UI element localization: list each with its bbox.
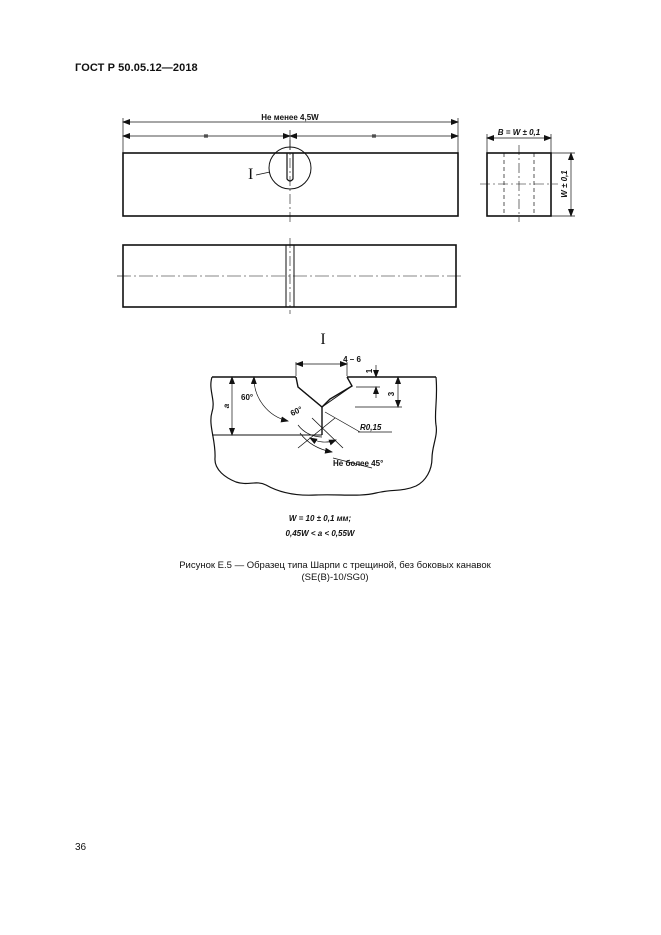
angle-60-left-label: 60°: [241, 393, 254, 402]
front-view: [123, 118, 458, 222]
depth-3-label: 3: [387, 391, 396, 397]
note-line-2: 0,45W < a < 0,55W: [285, 529, 355, 538]
depth-1-label: 1: [365, 368, 374, 374]
radius-label: R0,15: [360, 423, 382, 432]
figure-caption-line-2: (SE(B)-10/SG0): [301, 572, 369, 583]
notch-detail: [211, 362, 437, 495]
crack-angle-label: Не более 45°: [333, 459, 384, 468]
width-label: W ± 0,1: [560, 170, 569, 198]
figure-caption-line-1: Рисунок Е.5 — Образец типа Шарпи с трещиной, без боковых канавок: [179, 560, 491, 571]
notch-width-label: 4 – 6: [343, 355, 361, 364]
angle-60-inner-label: 60°: [289, 404, 304, 418]
overall-length-label: Не менее 4,5W: [261, 113, 319, 122]
detail-marker: I: [248, 166, 254, 183]
thickness-label: B = W ± 0,1: [497, 128, 541, 137]
standard-header: ГОСТ Р 50.05.12—2018: [75, 62, 198, 74]
plan-view: [117, 238, 462, 314]
detail-title: I: [320, 331, 326, 348]
half-left-label: =: [203, 132, 209, 141]
page-number: 36: [75, 842, 87, 853]
half-right-label: =: [371, 132, 377, 141]
note-line-1: W = 10 ± 0,1 мм;: [288, 514, 352, 523]
depth-a-label: a: [222, 403, 231, 409]
